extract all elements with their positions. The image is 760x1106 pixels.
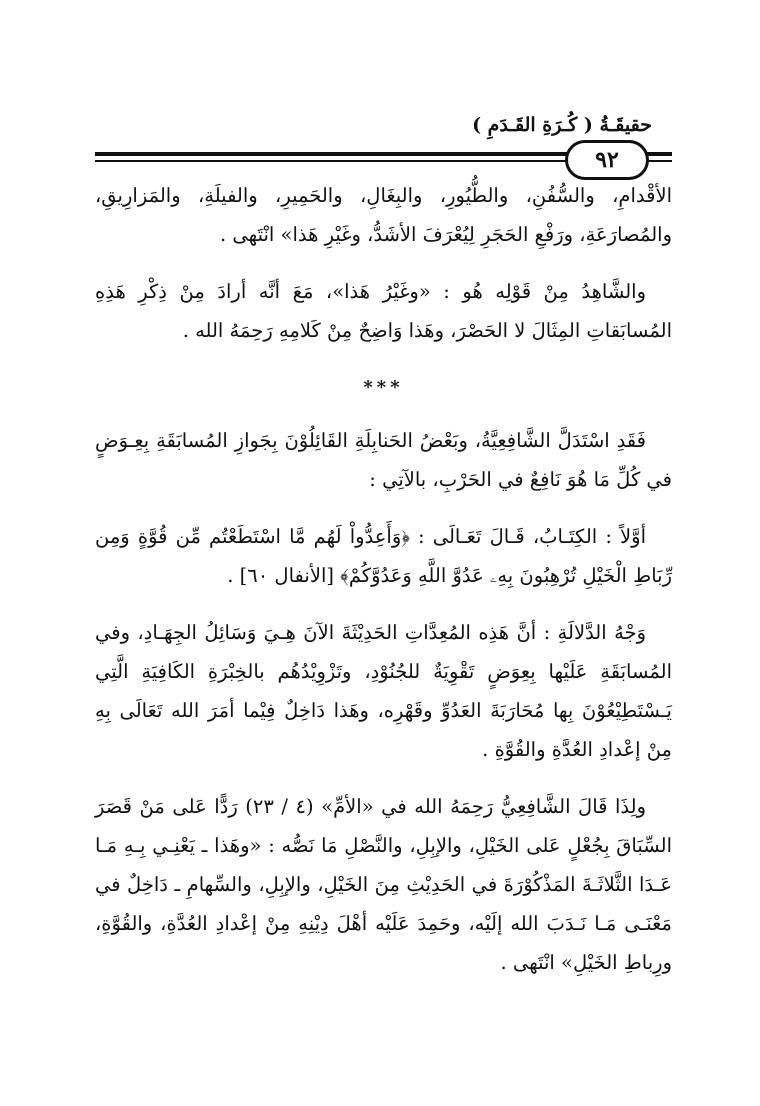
paragraph-shafii-quote: ولِذَا قَالَ الشَّافِعِيُّ رَحِمَهُ الله في «الأمِّ» (٤ / ٢٣) رَدًّا عَلى مَنْ قَصَرَ السِّبَاقَ بِجُعْلٍ عَلى الخَيْلِ، والإبِلِ، والنَّصْلِ مَا نَصُّه : «وهَذا ـ يَعْنِـي بِـهِ مَـا عَـدَا الثَّلاثَـةَ المَذْكُوْرَةَ في الحَدِيْثِ مِنَ الخَيْلِ، والإبِلِ، والسِّهامِ ـ دَاخِلٌ في مَعْنَـى مَـا نَـدَبَ الله إلَيْه، وحَمِدَ عَلَيْه أهْلَ دِيْنِهِ مِنْ إعْدادِ العُدَّةِ، والقُوَّةِ، ورِباطِ الخَيْلِ» انْتَهى . xyxy=(95,795,672,974)
paragraph-evidence-intro: فَقَدِ اسْتَدَلَّ الشَّافِعِيَّةُ، وبَعْضُ الحَنابِلَةِ القَائِلُوْنَ بِجَوازِ المُسابَقَةِ بِعِـوَضٍ في كُلِّ مَا هُوَ نَافِعٌ في الحَرْبِ، بالآتِي : xyxy=(95,429,672,491)
paragraph-inference: وَجْهُ الدَّلالَةِ : أنَّ هَذِه المُعِدَّاتِ الحَدِيْثَةَ الآنَ هِـيَ وَسَائِلُ الجِهَـادِ، وفي المُسابَقَةِ عَلَيْها بِعِوَضٍ تَقْوِيَةٌ للجُنُوْدِ، وتَزْوِيْدُهُم بالخِبْرَةِ الكَافِيَةِ الَّتِي يَـسْتَطِيْعُوْنَ بِها مُحَارَبَةَ العَدُوِّ وقَهْرِه، وهَذا دَاخِلٌ فِيْما أمَرَ الله تَعَالَى بِهِ مِنْ إعْدادِ العُدَّةِ والقُوَّةِ . xyxy=(95,621,672,761)
paragraph-witness: والشَّاهِدُ مِنْ قَوْلِه هُو : «وغَيْرُ هَذا»، مَعَ أنَّه أرادَ مِنْ ذِكْرِ هَذِهِ المُسابَقاتِ المِثَالَ لا الحَصْرَ، وهَذا وَاضِحٌ مِنْ كَلامِهِ رَحِمَهُ الله . xyxy=(95,280,672,342)
page-number: ٩٢ xyxy=(565,140,649,180)
paragraph-continuation: الأقْدامِ، والسُّفُنِ، والطُّيُورِ، والبِغَالِ، والحَمِيرِ، والفيلَةِ، والمَزارِيقِ، والمُصارَعَةِ، ورَفْعِ الحَجَرِ لِيُعْرَفَ الأشَدُّ، وغَيْرِ هَذا» انْتَهى . xyxy=(95,184,672,246)
section-separator: *** xyxy=(363,377,404,398)
paragraph-quran-evidence: أوَّلاً : الكِتَـابُ، قَـالَ تَعَـالَى : ﴿وَأَعِدُّواْ لَهُم مَّا اسْتَطَعْتُم مِّن قُوَّةٍ وَمِن رِّبَاطِ الْخَيْلِ تُرْهِبُونَ بِهِۦ عَدُوَّ اللَّهِ وَعَدُوَّكُمْ﴾ [الأنفال ٦٠] . xyxy=(95,525,672,587)
page-body xyxy=(95,176,672,1000)
running-title: حقيقَـةُ ( كُـرَةِ القَـدَمِ ) xyxy=(472,114,652,136)
